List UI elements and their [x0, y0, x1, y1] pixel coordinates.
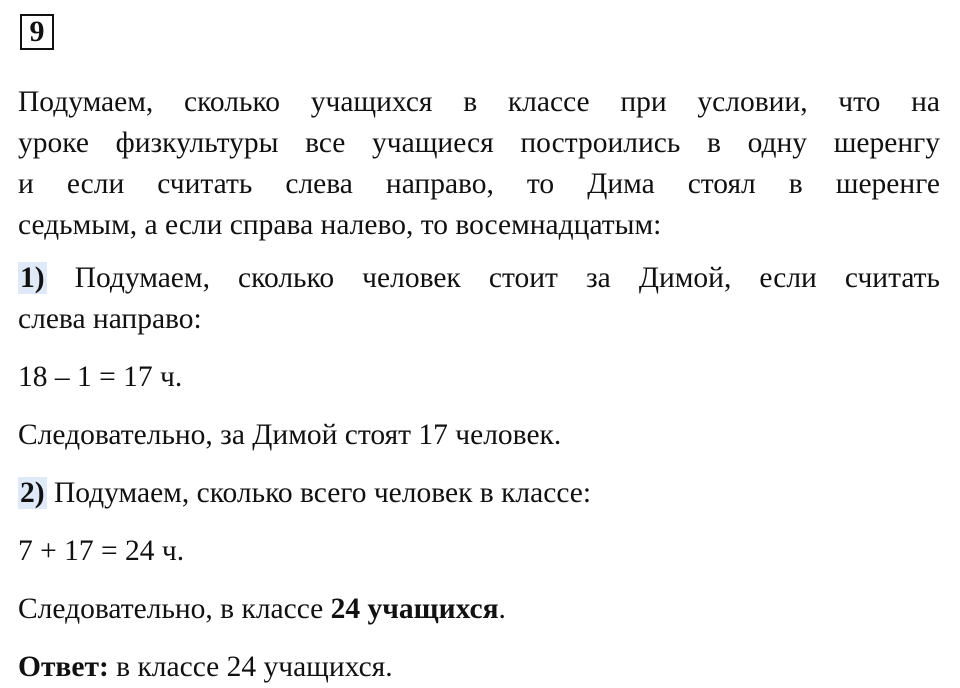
answer-line [18, 647, 940, 688]
intro-line: уроке физкультуры все учащиеся построились в одну шеренгу [18, 127, 940, 159]
step-1-conclusion: Следовательно, за Димой стоят 17 человек. [18, 419, 562, 451]
step-1-number: 1) [20, 262, 45, 294]
step-1-first-line [18, 258, 940, 299]
step-2-conclusion [18, 589, 940, 630]
answer-label: Ответ: [18, 651, 109, 683]
step-1-equation: 18 – 1 = 17 ч. [18, 361, 183, 393]
step-2-paragraph [18, 473, 940, 514]
intro-line: Подумаем, сколько учащихся в классе при условии, что на [18, 86, 940, 118]
step-2-equation: 7 + 17 = 24 ч. [18, 535, 185, 567]
task-number-box: 9 [20, 14, 54, 50]
document-page [18, 14, 940, 688]
intro-line: и если считать слева направо, то Дима стоял в шеренге [18, 168, 940, 200]
step-2-text: Подумаем, сколько всего человек в классе: [46, 477, 592, 509]
step-2-conclusion-suffix: . [498, 593, 506, 625]
answer-text: в классе 24 учащихся. [108, 651, 393, 683]
step-1-second-line: слева направо: [18, 303, 202, 335]
step-2-conclusion-prefix: Следовательно, в классе [18, 593, 331, 625]
step-2-conclusion-highlight: 24 учащихся [330, 593, 499, 625]
step-2-number: 2) [20, 477, 45, 509]
step-1-text: Подумаем, сколько человек стоит за Димой, если считать [46, 262, 940, 294]
intro-line: седьмым, а если справа налево, то восемнадцатым: [18, 209, 662, 241]
step-1-paragraph [18, 258, 940, 340]
intro-paragraph [18, 82, 940, 246]
